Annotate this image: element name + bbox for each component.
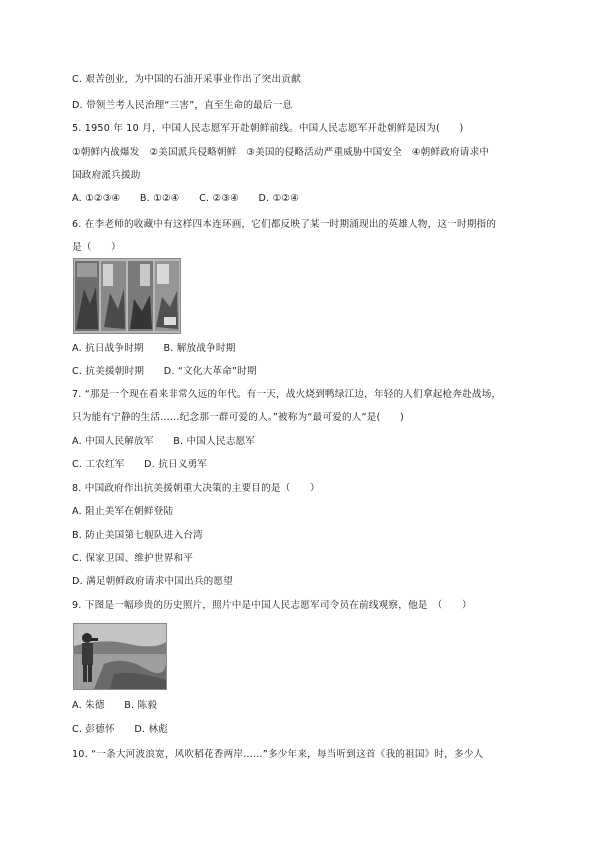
q5-options: A. ①②③④ B. ①②④ C. ②③④ D. ①②④: [72, 193, 300, 204]
comic-books-photo: [73, 258, 181, 334]
q6-options-ab: A. 抗日战争时期 B. 解放战争时期: [72, 343, 236, 354]
q5-items: ①朝鲜内战爆发 ②美国派兵侵略朝鲜 ③美国的侵略活动严重威胁中国安全 ④朝鲜政府请求中: [72, 147, 490, 158]
q8-option-a: A. 阻止美军在朝鲜登陆: [72, 506, 174, 517]
q7-stem: 7. “那是一个现在看来非常久远的年代。有一天，战火烧到鸭绿江边，年轻的人们拿起枪奔赴战场，: [72, 389, 502, 400]
q8-option-b: B. 防止美国第七舰队进入台湾: [72, 530, 203, 541]
q9-options-cd: C. 彭德怀 D. 林彪: [72, 724, 169, 735]
q8-option-c: C. 保家卫国、维护世界和平: [72, 553, 194, 564]
q9-stem: 9. 下图是一幅珍贵的历史照片，照片中是中国人民志愿军司令员在前线观察，他是 （ ）: [72, 600, 472, 611]
q8-stem: 8. 中国政府作出抗美援朝重大决策的主要目的是（ ）: [72, 483, 320, 494]
q4-option-c: C. 艰苦创业，为中国的石油开采事业作出了突出贡献: [72, 74, 301, 85]
q6-stem: 6. 在李老师的收藏中有这样四本连环画，它们都反映了某一时期涌现出的英雄人物，这一时期指的: [72, 219, 497, 230]
q9-options-ab: A. 朱德 B. 陈毅: [72, 700, 158, 711]
q10-stem: 10. “一条大河波浪宽，风吹稻花香两岸……”多少年来，每当听到这首《我的祖国》时，多少人: [72, 749, 484, 760]
q5-stem: 5. 1950 年 10 月，中国人民志愿军开赴朝鲜前线。中国人民志愿军开赴朝鲜是因为( ): [72, 123, 464, 134]
q6-options-cd: C. 抗美援朝时期 D. “文化大革命”时期: [72, 366, 257, 377]
q7-options-cd: C. 工农红军 D. 抗日义勇军: [72, 459, 208, 470]
q4-option-d: D. 带领兰考人民治理“三害”，直至生命的最后一息: [72, 100, 293, 111]
q7-stem-cont: 只为能有宁静的生活……纪念那一群可爱的人。”被称为“最可爱的人”是( ): [72, 412, 404, 423]
commander-photo: [73, 623, 167, 690]
q7-options-ab: A. 中国人民解放军 B. 中国人民志愿军: [72, 436, 256, 447]
q5-items-cont: 国政府派兵援助: [72, 170, 141, 181]
q8-option-d: D. 满足朝鲜政府请求中国出兵的愿望: [72, 576, 233, 587]
q6-stem-cont: 是（ ）: [72, 242, 121, 253]
